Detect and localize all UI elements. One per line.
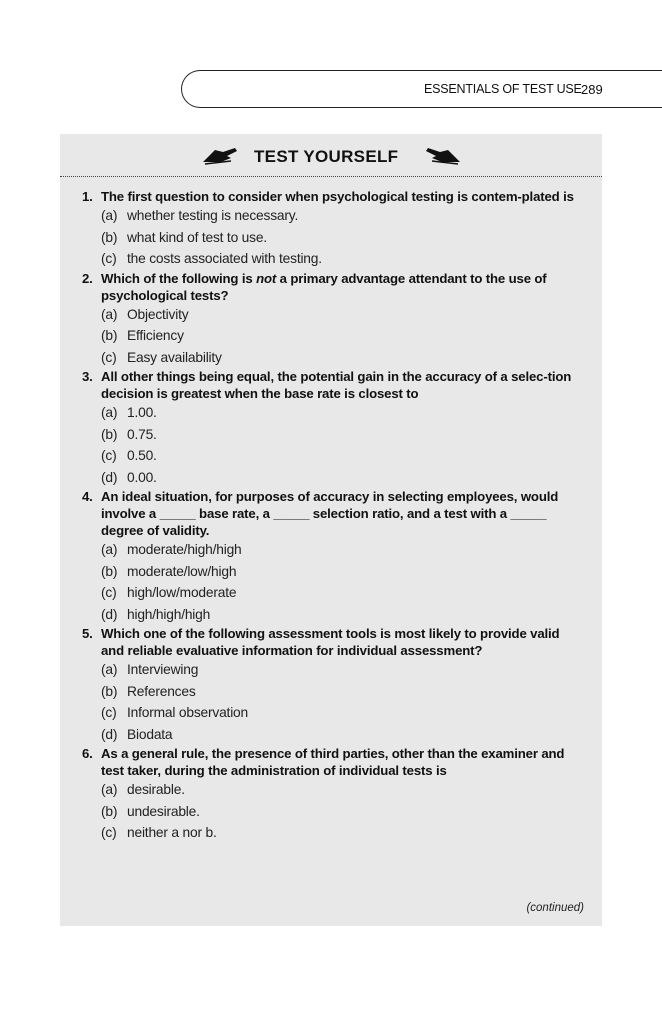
option-text: desirable. [127,782,185,797]
question-stem [60,368,579,402]
option-letter: (d) [101,606,118,622]
writing-hand-icon [422,146,462,171]
question-number: 6. [82,746,93,761]
question-5 [60,625,602,745]
answer-option [60,702,602,724]
question-1 [60,188,602,270]
option-text: high/high/high [127,606,211,622]
answer-option [60,539,602,561]
option-text: undesirable. [127,803,200,819]
question-3 [60,368,602,488]
option-text: 0.75. [127,426,157,442]
question-text: Which one of the following assessment tools is most likely to provide valid and reliable evaluative information for individual assessment? [101,626,560,658]
test-yourself-box [60,134,602,926]
option-text: moderate/low/high [127,563,237,579]
option-letter: (b) [101,803,118,819]
answer-option [60,604,602,626]
option-text: what kind of test to use. [127,229,267,245]
answer-option [60,248,602,270]
option-text: moderate/high/high [127,542,242,557]
question-number: 3. [82,369,93,384]
question-stem [60,270,579,304]
option-letter: (b) [101,229,118,245]
option-letter: (a) [101,782,118,797]
question-text: The first question to consider when psychological testing is contem-plated is [101,189,574,204]
option-letter: (a) [101,542,118,557]
option-text: Biodata [127,726,173,742]
answer-option [60,304,602,326]
question-text: All other things being equal, the potential gain in the accuracy of a selec-tion decision is greatest when the base rate is closest to [101,369,572,401]
answer-option [60,659,602,681]
page-number: 289 [581,82,603,97]
box-header [60,134,602,177]
question-stem [60,625,579,659]
answer-option [60,424,602,446]
question-text: An ideal situation, for purposes of accuracy in selecting employees, would involve a _____ base rate, a _____ selection ratio, and a test with a _____ degree of validity. [101,489,559,538]
option-text: Objectivity [127,306,189,322]
option-letter: (c) [101,349,117,365]
option-text: Informal observation [127,705,249,720]
option-letter: (c) [101,825,117,840]
option-text: 0.00. [127,469,157,485]
running-head [181,70,662,108]
option-text: Easy availability [127,349,222,365]
option-text: References [127,683,196,699]
answer-option [60,724,602,746]
answer-option [60,402,602,424]
answer-option [60,822,602,844]
option-letter: (c) [101,585,117,600]
question-stem [60,745,579,779]
option-letter: (c) [101,705,117,720]
question-emphasis: not [256,270,277,286]
answer-option [60,205,602,227]
writing-hand-icon [201,146,241,171]
option-text: 0.50. [127,448,157,463]
answer-option [60,347,602,369]
option-text: whether testing is necessary. [127,208,299,223]
question-4 [60,488,602,625]
option-letter: (a) [101,662,118,677]
question-6 [60,745,602,844]
question-stem [60,188,579,205]
answer-option [60,561,602,583]
question-number: 4. [82,489,93,504]
option-text: the costs associated with testing. [127,251,322,266]
option-text: Efficiency [127,328,184,343]
option-text: high/low/moderate [127,585,237,600]
question-text: a primary advantage attendant to the use of psychological tests? [101,270,547,303]
option-text: 1.00. [127,405,157,420]
question-number: 2. [82,270,93,286]
question-number: 1. [82,189,93,204]
option-letter: (b) [101,328,118,343]
question-stem [60,488,579,539]
answer-option [60,467,602,489]
answer-option [60,227,602,249]
option-letter: (b) [101,563,118,579]
option-letter: (a) [101,208,118,223]
question-number: 5. [82,626,93,641]
option-letter: (d) [101,469,118,485]
option-text: neither a nor b. [127,825,217,840]
answer-option [60,325,602,347]
question-list [60,188,602,844]
option-letter: (a) [101,405,118,420]
option-letter: (d) [101,726,118,742]
option-letter: (b) [101,426,118,442]
option-letter: (a) [101,306,118,322]
box-title: TEST YOURSELF [254,147,399,166]
running-head-title: ESSENTIALS OF TEST USE [424,82,582,96]
question-2 [60,270,602,369]
answer-option [60,445,602,467]
option-letter: (b) [101,683,118,699]
option-text: Interviewing [127,662,199,677]
question-text: As a general rule, the presence of third parties, other than the examiner and test taker, during the administration of individual tests is [101,746,565,778]
question-text: Which of the following is [101,270,257,286]
answer-option [60,779,602,801]
answer-option [60,681,602,703]
continued-note: (continued) [526,902,584,914]
answer-option [60,582,602,604]
option-letter: (c) [101,448,117,463]
answer-option [60,801,602,823]
option-letter: (c) [101,251,117,266]
